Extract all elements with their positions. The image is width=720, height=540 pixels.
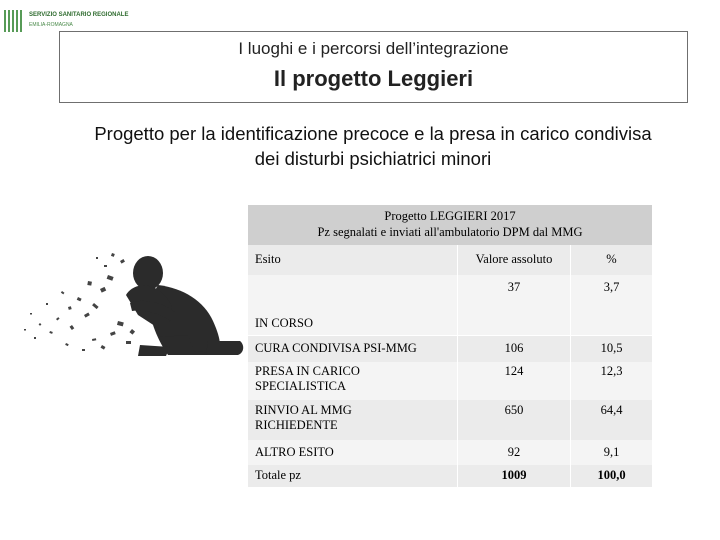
row-percent: 3,7	[570, 275, 652, 335]
row-valore: 106	[457, 336, 570, 362]
row-esito: CURA CONDIVISA PSI-MMG	[248, 336, 457, 362]
row-esito: ALTRO ESITO	[248, 440, 457, 465]
dissolving-person-illustration	[8, 203, 250, 363]
row-esito: RINVIO AL MMG RICHIEDENTE	[248, 400, 457, 440]
total-label: Totale pz	[248, 465, 457, 487]
table-title	[248, 205, 652, 245]
table-title-line-1: Progetto LEGGIERI 2017	[384, 209, 516, 223]
row-valore: 92	[457, 440, 570, 465]
row-valore: 650	[457, 400, 570, 440]
table-row-in-corso	[248, 275, 457, 335]
heading-line-1: Progetto per la identificazione precoce e la presa in carico condivisa	[94, 123, 652, 144]
row-percent: 10,5	[570, 336, 652, 362]
row-valore: 124	[457, 362, 570, 400]
row-percent: 12,3	[570, 362, 652, 400]
row-esito: IN CORSO	[255, 316, 313, 330]
slide-subtitle: I luoghi e i percorsi dell’integrazione	[238, 39, 509, 58]
header-percent: %	[570, 245, 652, 275]
title-box	[59, 31, 688, 103]
heading-line-2: dei disturbi psichiatrici minori	[254, 148, 492, 169]
total-valore: 1009	[457, 465, 570, 487]
slide-title: Il progetto Leggieri	[273, 66, 474, 91]
project-heading	[40, 121, 706, 171]
total-percent: 100,0	[570, 465, 652, 487]
logo-text-line1: SERVIZIO SANITARIO REGIONALE	[29, 12, 129, 18]
row-percent: 64,4	[570, 400, 652, 440]
logo-mark-icon	[4, 10, 24, 32]
row-percent: 9,1	[570, 440, 652, 465]
header-valore-assoluto: Valore assoluto	[457, 245, 570, 275]
logo-text-line2: EMILIA-ROMAGNA	[29, 22, 73, 28]
row-valore: 37	[457, 275, 570, 335]
header-esito: Esito	[248, 245, 457, 275]
row-esito: PRESA IN CARICO SPECIALISTICA	[248, 362, 457, 400]
table-title-line-2: Pz segnalati e inviati all'ambulatorio DPM dal MMG	[317, 225, 583, 239]
